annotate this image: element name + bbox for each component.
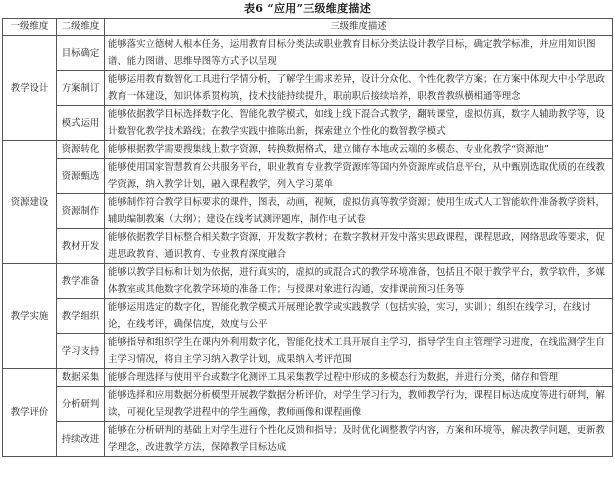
level2-cell: 方案制订 [57, 71, 105, 106]
level2-cell: 目标确定 [57, 36, 105, 71]
header-level3: 三级维度描述 [105, 19, 613, 36]
table-row [3, 229, 613, 264]
table-caption: 表6 “应用”三级维度描述 [243, 2, 372, 15]
table-row [3, 387, 613, 422]
header-level1: 一级维度 [3, 19, 57, 36]
table-row [3, 422, 613, 457]
description-cell: 能够制作符合教学目标要求的课件，图表，动画，视频，虚拟仿真等教学资源；使用生成式人工智能软件准备教学资料，辅助编制教案（大纲）；建设在线考试测评题库，制作电子试卷 [105, 194, 613, 229]
description-cell: 能够运用教育数智化工具进行学情分析，了解学生需求差异，设计分众化、个性化教学方案；在方案中体现大中小学思政教育一体建设，知识体系贯构筑，技术技能持续提升，职前职后接续培养，职教普教纵横相通等理念 [105, 71, 613, 106]
description-cell: 能够指导和组织学生在课内外利用数字化，智能化技术工具开展自主学习，指导学生自主管理学习进度，在线监测学生自主学习情况，将自主学习纳入教学计划，成果纳入考评范围 [105, 334, 613, 369]
level2-cell: 分析研判 [57, 387, 105, 422]
table-row [3, 264, 613, 299]
level2-cell: 教材开发 [57, 229, 105, 264]
description-cell: 能够在分析研判的基础上对学生进行个性化反馈和指导；及时优化调整教学内容，方案和环境等，解决教学问题，更新教学理念，改进教学方法，保障教学目标达成 [105, 422, 613, 457]
level1-cell: 教学实施 [3, 264, 57, 369]
description-cell: 能够根据教学需要搜集线上数字资源，转换数据格式，建立储存本地或云端的多模态、专业化教学“资源池” [105, 141, 613, 159]
table-header-row [3, 19, 613, 36]
level1-cell: 教学设计 [3, 36, 57, 141]
level1-cell: 资源建设 [3, 141, 57, 264]
table-row [3, 106, 613, 141]
description-cell: 能够以教学目标和计划为依据，进行真实的，虚拟的或混合式的教学环境准备，包括且不限于教学平台，教学软件，多媒体教室或其他数字化教学环境的准备工作；与授课对象进行沟通，安排课前预习任务等 [105, 264, 613, 299]
description-cell: 能够落实立德树人根本任务，运用教育目标分类法或职业教育目标分类法设计教学目标，确定教学标准，并应用知识图谱、能力图谱、思维导图等方式予以呈现 [105, 36, 613, 71]
header-level2: 二级维度 [57, 19, 105, 36]
level2-cell: 学习支持 [57, 334, 105, 369]
level2-cell: 数据采集 [57, 369, 105, 387]
table-row [3, 299, 613, 334]
level2-cell: 教学组织 [57, 299, 105, 334]
description-cell: 能够使用国家智慧教育公共服务平台，职业教育专业教学资源库等国内外资源库或信息平台，从中甄别选取优质的在线教学资源，纳入教学计划，融入课程教学，列入学习菜单 [105, 159, 613, 194]
description-cell: 能够合理选择与使用平台或数字化测评工具采集教学过程中形成的多模态行为数据，并进行分类，储存和管理 [105, 369, 613, 387]
table-row [3, 36, 613, 71]
level1-cell: 教学评价 [3, 369, 57, 457]
level2-cell: 资源制作 [57, 194, 105, 229]
table-row [3, 71, 613, 106]
description-cell: 能够选择和应用数据分析模型开展教学数据分析评价，对学生学习行为，教师教学行为，课程目标达成度等进行研判，解读，可视化呈现教学进程中的学生画像，教师画像和课程画像 [105, 387, 613, 422]
dimension-table [2, 18, 613, 457]
table-row [3, 159, 613, 194]
level2-cell: 资源转化 [57, 141, 105, 159]
table-row [3, 334, 613, 369]
description-cell: 能够依据教学目标整合相关数字资源，开发数字教材；在数字教材开发中落实思政课程，课程思政，网络思政等要求，促进思政教育、通识教育、专业教育深度融合 [105, 229, 613, 264]
description-cell: 能够依据教学目标选择数字化、智能化教学模式，如线上线下混合式教学，翻转课堂，虚拟仿真，数字人辅助教学等，设计数智化教学技术路线；在教学实践中推陈出新，探索建立个性化的数智教学模式 [105, 106, 613, 141]
level2-cell: 持续改进 [57, 422, 105, 457]
description-cell: 能够运用选定的数字化，智能化教学模式开展理论教学或实践教学（包括实验，实习，实训）；组织在线学习，在线讨论，在线考评，确保信度，效度与公平 [105, 299, 613, 334]
table-row [3, 194, 613, 229]
level2-cell: 模式运用 [57, 106, 105, 141]
level2-cell: 教学准备 [57, 264, 105, 299]
table-row [3, 369, 613, 387]
level2-cell: 资源甄选 [57, 159, 105, 194]
table-row [3, 141, 613, 159]
